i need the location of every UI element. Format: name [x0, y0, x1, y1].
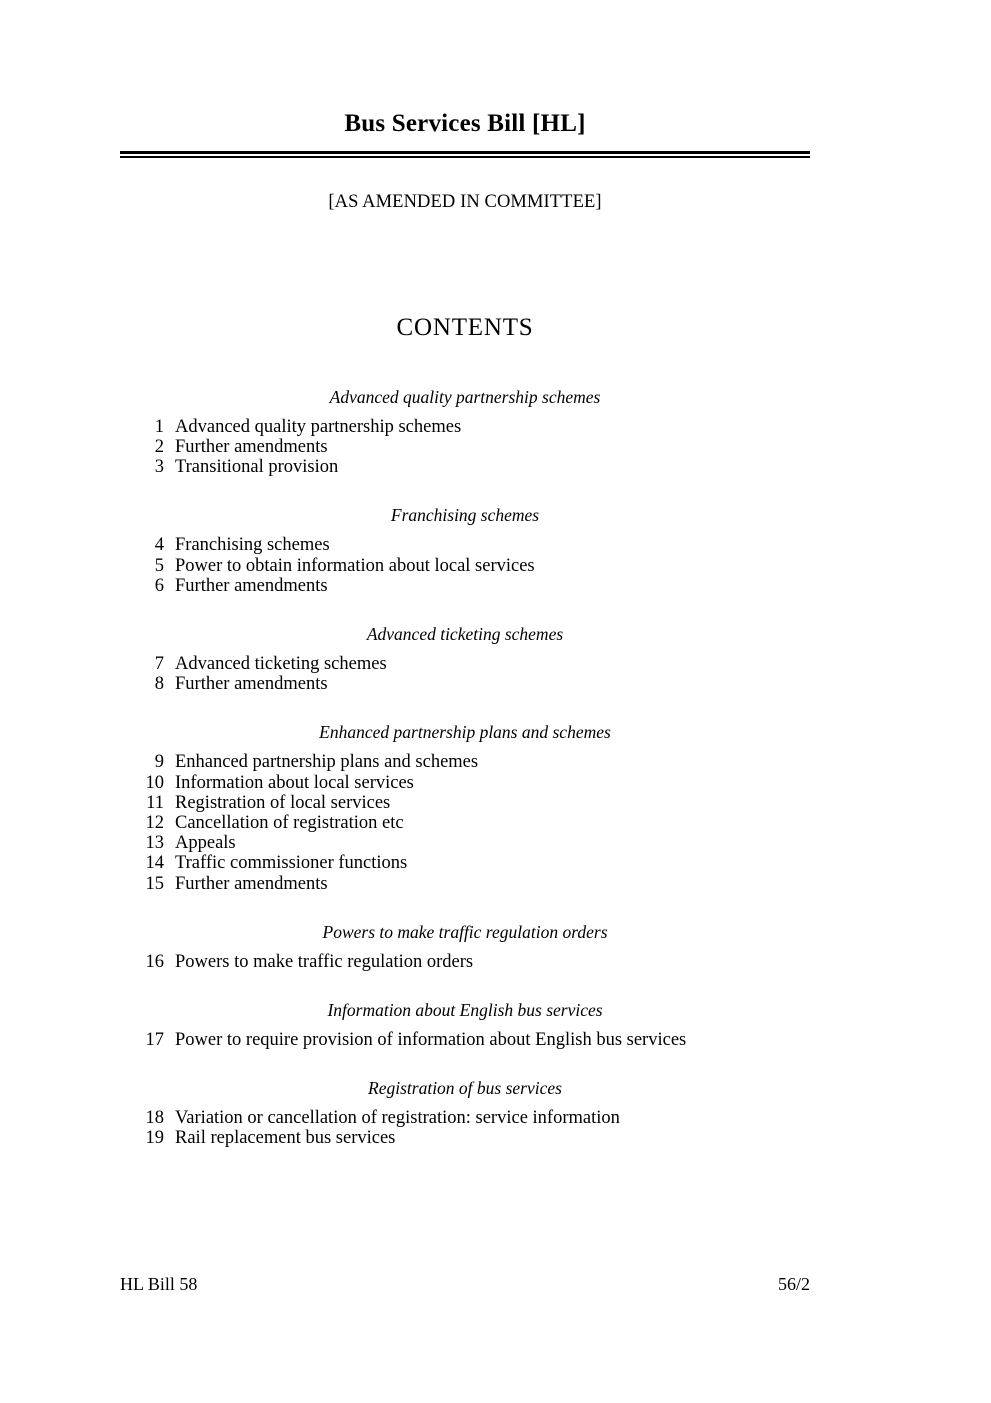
section-heading: Powers to make traffic regulation orders — [322, 921, 608, 942]
section-heading: Advanced ticketing schemes — [366, 623, 564, 644]
entry-title: Powers to make traffic regulation orders — [175, 951, 474, 972]
contents-entry[interactable] — [120, 1128, 810, 1148]
section-heading: Enhanced partnership plans and schemes — [319, 722, 611, 743]
page-title: Bus Services Bill [HL] — [344, 110, 586, 137]
entry-title: Cancellation of registration etc — [175, 812, 404, 833]
section-entry-list — [120, 1108, 810, 1148]
section-heading: Advanced quality partnership schemes — [329, 386, 601, 407]
entry-number: 17 — [145, 1030, 164, 1050]
contents-entry[interactable] — [120, 556, 810, 576]
entry-title: Further amendments — [175, 674, 328, 695]
contents-section — [120, 1000, 810, 1050]
entry-number: 12 — [145, 812, 164, 833]
entry-number: 9 — [154, 752, 164, 773]
entry-title: Transitional provision — [175, 457, 339, 478]
entry-title: Variation or cancellation of registration: service information — [175, 1108, 620, 1129]
entry-title: Further amendments — [175, 575, 328, 596]
contents-entry[interactable] — [120, 853, 810, 873]
entry-number: 16 — [145, 951, 164, 972]
section-heading: Registration of bus services — [368, 1078, 562, 1099]
entry-number: 4 — [154, 535, 164, 556]
contents-entry[interactable] — [120, 813, 810, 833]
entry-number: 7 — [154, 653, 164, 674]
contents-entry[interactable] — [120, 654, 810, 674]
entry-title: Franchising schemes — [175, 535, 330, 556]
entry-title: Traffic commissioner functions — [175, 853, 408, 874]
contents-entry[interactable] — [120, 752, 810, 772]
entry-title: Power to obtain information about local services — [175, 555, 535, 576]
entry-title: Enhanced partnership plans and schemes — [175, 752, 479, 773]
entry-number: 5 — [154, 555, 164, 576]
entry-title: Further amendments — [175, 873, 328, 894]
entry-title: Rail replacement bus services — [175, 1128, 396, 1149]
entry-number: 8 — [154, 674, 164, 695]
section-entry-list — [120, 417, 810, 478]
contents-section-list — [120, 387, 810, 1149]
contents-entry[interactable] — [120, 1108, 810, 1128]
contents-entry[interactable] — [120, 535, 810, 555]
contents-section — [120, 722, 810, 893]
entry-number: 2 — [154, 436, 164, 457]
entry-number: 1 — [154, 416, 164, 437]
entry-title: Registration of local services — [175, 792, 391, 813]
page-reference: 56/2 — [777, 1274, 810, 1294]
entry-number: 11 — [146, 792, 164, 813]
entry-title: Advanced quality partnership schemes — [175, 416, 462, 437]
entry-title: Power to require provision of information about English bus services — [175, 1030, 687, 1050]
contents-section — [120, 387, 810, 478]
contents-section — [120, 624, 810, 694]
section-entry-list — [120, 535, 810, 596]
section-entry-list — [120, 654, 810, 694]
contents-entry[interactable] — [120, 457, 810, 477]
page-content — [120, 0, 810, 1149]
entry-number: 14 — [145, 853, 164, 874]
entry-title: Advanced ticketing schemes — [175, 653, 387, 674]
contents-entry[interactable] — [120, 437, 810, 457]
entry-number: 18 — [145, 1108, 164, 1129]
entry-number: 6 — [154, 575, 164, 596]
bill-reference: HL Bill 58 — [120, 1274, 198, 1294]
section-entry-list — [120, 752, 810, 893]
contents-entry[interactable] — [120, 773, 810, 793]
entry-number: 15 — [145, 873, 164, 894]
contents-entry[interactable] — [120, 1030, 810, 1050]
contents-entry[interactable] — [120, 833, 810, 853]
contents-section — [120, 922, 810, 972]
contents-entry[interactable] — [120, 952, 810, 972]
section-heading: Franchising schemes — [390, 505, 540, 526]
contents-entry[interactable] — [120, 674, 810, 694]
section-heading: Information about English bus services — [327, 1000, 603, 1020]
contents-section — [120, 1078, 810, 1148]
contents-entry[interactable] — [120, 793, 810, 813]
entry-number: 13 — [145, 833, 164, 854]
entry-title: Further amendments — [175, 436, 328, 457]
page-footer — [120, 1274, 810, 1295]
contents-entry[interactable] — [120, 417, 810, 437]
entry-number: 3 — [154, 457, 164, 478]
entry-number: 10 — [145, 772, 164, 793]
contents-entry[interactable] — [120, 874, 810, 894]
section-entry-list — [120, 952, 810, 972]
entry-title: Information about local services — [175, 772, 414, 793]
contents-heading: CONTENTS — [396, 313, 534, 341]
amendment-status-note: [AS AMENDED IN COMMITTEE] — [328, 191, 602, 212]
contents-section — [120, 505, 810, 596]
entry-title: Appeals — [175, 833, 236, 854]
entry-number: 19 — [145, 1128, 164, 1149]
section-entry-list — [120, 1030, 810, 1050]
contents-entry[interactable] — [120, 576, 810, 596]
title-double-rule — [120, 151, 810, 158]
